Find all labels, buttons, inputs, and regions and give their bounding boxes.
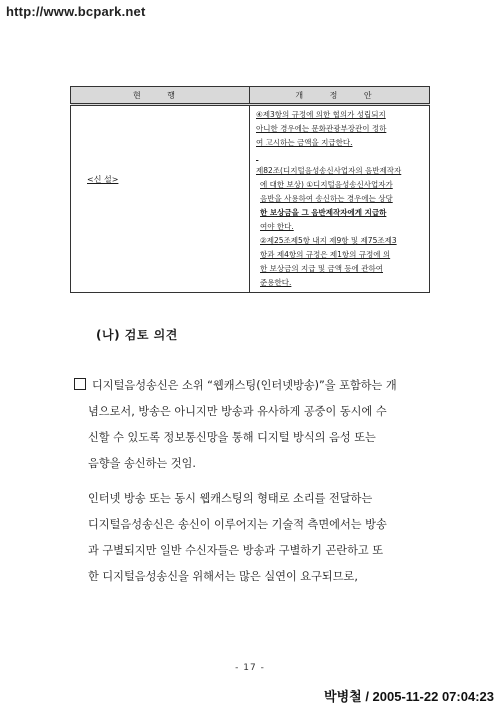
section-heading: (나) 검토 의견 [96,328,178,342]
amendment-line: 한 보상금의 지급 및 금액 등에 관하여 [260,264,383,273]
checkbox-bullet-icon [74,378,86,390]
amendment-line: 한 보상금을 그 음반제작자에게 지급하 [260,208,387,217]
table-row [71,105,430,293]
amendment-cell [250,105,430,293]
amendment-spacer [256,150,425,164]
author-timestamp: 박병철 / 2005-11-22 07:04:23 [324,689,494,704]
table-header-row [71,87,430,105]
new-provision-label: <신 설> [87,175,119,184]
amendment-line: ②제25조제5항 내지 제9항 및 제75조제3 [260,236,397,245]
paragraph-line: 념으로서, 방송은 아니지만 방송과 유사하게 공중이 동시에 수 [88,405,387,418]
amendment-line: 항과 제4항의 규정은 제1항의 규정에 의 [260,250,391,259]
amendment-line: ④제3항의 규정에 의한 협의가 성립되지 [256,110,386,119]
paragraph-line: 인터넷 방송 또는 동시 웹캐스팅의 형태로 소리를 전달하는 [88,492,373,505]
paragraph-line: 신할 수 있도록 정보통신망을 통해 디지털 방식의 음성 또는 [88,431,376,444]
header-amendment: 개 정 안 [250,87,430,105]
paragraph-line: 한 디지털음성송신을 위해서는 많은 실연이 요구되므로, [88,570,358,583]
amendment-line: 음반을 사용하여 송신하는 경우에는 상당 [260,194,393,203]
comparison-table [70,86,430,293]
amendment-line: 여 고시하는 금액을 지급한다. [256,138,353,147]
paragraph-text: 디지털음성송신은 소위 “웹캐스팅(인터넷방송)”을 포함하는 개 [92,379,397,392]
amendment-line: 준용한다. [260,278,292,287]
site-watermark: http://www.bcpark.net [6,4,146,19]
page-number: - 17 - [235,663,265,673]
review-paragraph-1 [74,373,430,477]
amendment-line: 아니한 경우에는 문화관광부장관이 정하 [256,124,387,133]
amendment-line: 제82조(디지털음성송신사업자의 음반제작자 [256,166,402,175]
current-cell [71,105,250,293]
paragraph-line: 디지털음성송신은 송신이 이루어지는 기술적 측면에서는 방송 [88,518,387,531]
review-paragraph-2 [88,486,430,590]
amendment-line: 여야 한다. [260,222,294,231]
header-current: 현 행 [71,87,250,105]
amendment-line: 에 대한 보상) ①디지털음성송신사업자가 [260,180,393,189]
paragraph-line [74,373,430,399]
paragraph-line: 과 구별되지만 일반 수신자들은 방송과 구별하기 곤란하고 또 [88,544,384,557]
paragraph-line: 음향을 송신하는 것임. [88,457,196,470]
